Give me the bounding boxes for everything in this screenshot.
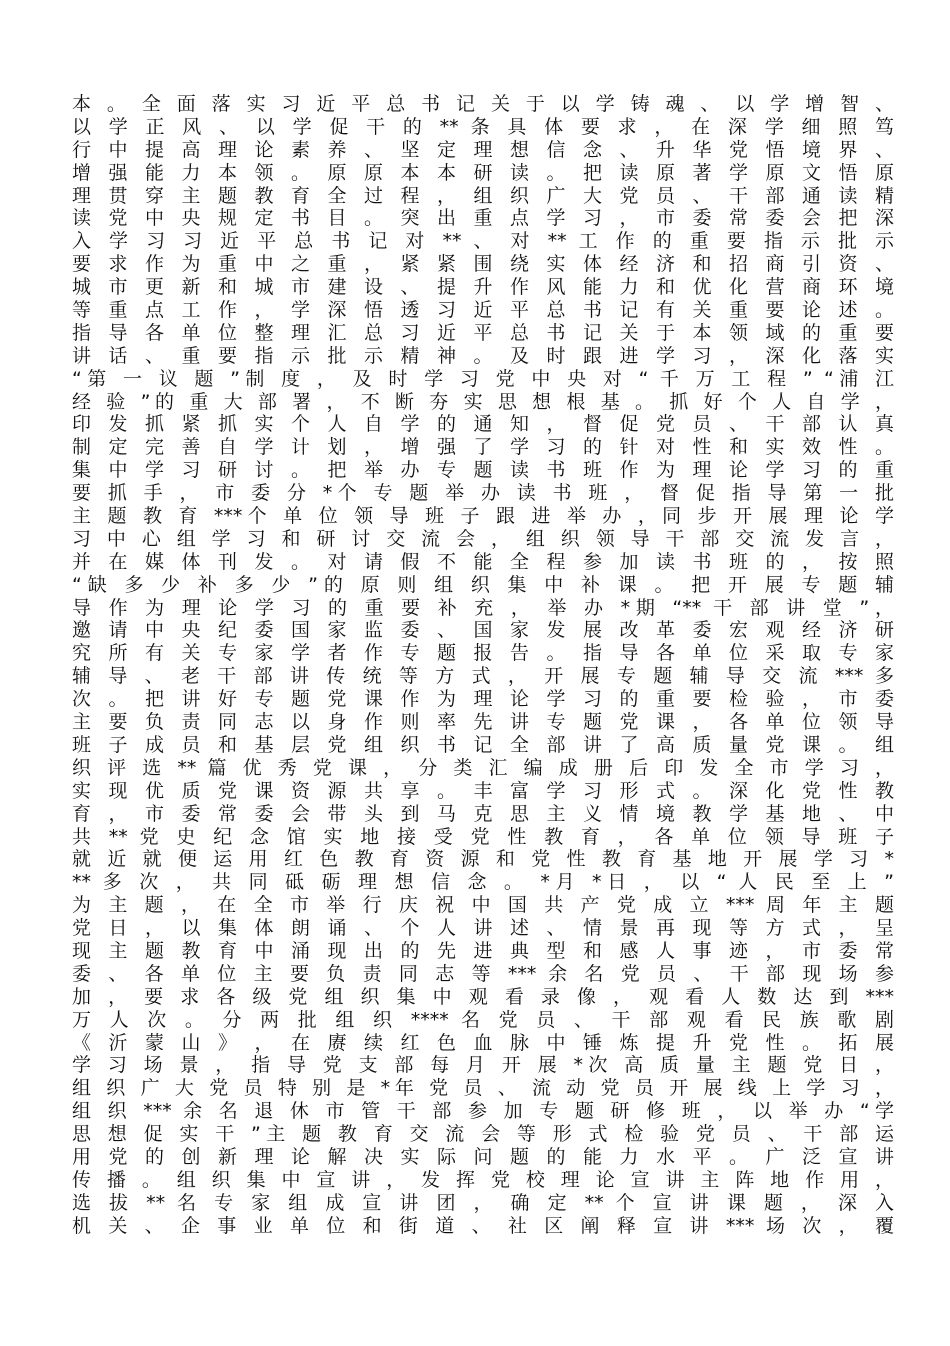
text-line: 行 中 提 高 理 论 素 养 、 坚 定 理 想 信 念 、 升 华 党 悟 境 界 、 — [72, 138, 894, 161]
text-line: 实 现 优 质 党 课 资 源 共 享 。 丰 富 学 习 形 式 。 深 化 党 性 教 — [72, 779, 894, 802]
text-line: 班 子 成 员 和 基 层 党 组 织 书 记 全 部 讲 了 高 质 量 党 课 。 组 — [72, 733, 894, 756]
text-line: 织 评 选 ** 篇 优 秀 党 课 ， 分 类 汇 编 成 册 后 印 发 全 市 学 习 ， — [72, 756, 894, 779]
text-line: 要 求 作 为 重 中 之 重 ， 紧 紧 围 绕 实 体 经 济 和 招 商 引 资 、 — [72, 253, 894, 276]
text-line: 习 中 心 组 学 习 和 研 讨 交 流 会 ， 组 织 领 导 干 部 交 流 发 言 ， — [72, 527, 894, 550]
text-line: 理 贯 穿 主 题 教 育 全 过 程 ， 组 织 广 大 党 员 、 干 部 通 读 精 — [72, 184, 894, 207]
text-line: 究 所 有 关 专 家 学 者 作 专 题 报 告 。 指 导 各 单 位 采 取 专 家 — [72, 642, 894, 665]
text-line: 辅 导 、 老 干 部 讲 传 统 等 方 式 ， 开 展 专 题 辅 导 交 流 *** 多 — [72, 665, 894, 688]
text-line: 增 强 能 力 本 领 。 原 原 本 本 研 读 。 把 读 原 著 学 原 文 悟 原 — [72, 161, 894, 184]
text-line: 印 发 抓 紧 抓 实 个 人 自 学 的 通 知 ， 督 促 党 员 、 干 部 认 真 — [72, 413, 894, 436]
text-line: ** 多 次 ， 共 同 砥 砺 理 想 信 念 。 *月 *日 ， 以 “ 人 民 至 上 ” — [72, 871, 894, 894]
text-line: 学 习 场 景 ， 指 导 党 支 部 每 月 开 展 *次 高 质 量 主 题 党 日 ， — [72, 1054, 894, 1077]
text-line: “第 一 议 题 ”制 度 ， 及 时 学 习 党 中 央 对 “ 千 万 工 程 ” “浦 江 — [72, 367, 894, 390]
text-line: 等 重 点 工 作 ， 学 深 悟 透 习 近 平 总 书 记 有 关 重 要 论 述 。 — [72, 299, 894, 322]
text-line: 读 党 中 央 规 定 书 目 。 突 出 重 点 学 习 ， 市 委 常 委 会 把 深 — [72, 207, 894, 230]
text-line: 主 要 负 责 同 志 以 身 作 则 率 先 讲 专 题 党 课 ， 各 单 位 领 导 — [72, 711, 894, 734]
text-line: 共 ** 党 史 纪 念 馆 实 地 接 受 党 性 教 育 ， 各 单 位 领 导 班 子 — [72, 825, 894, 848]
text-line: 育 ， 市 委 常 委 会 带 头 到 马 克 思 主 义 情 境 教 学 基 地 、 中 — [72, 802, 894, 825]
text-line: 城 市 更 新 和 城 市 建 设 、 提 升 作 风 能 力 和 优 化 营 商 环 境 — [72, 276, 894, 299]
text-line: 党 日 ， 以 集 体 朗 诵 、 个 人 讲 述 、 情 景 再 现 等 方 式 ， 呈 — [72, 917, 894, 940]
text-line: 指 导 各 单 位 整 理 汇 总 习 近 平 总 书 记 关 于 本 领 域 的 重 要 — [72, 321, 894, 344]
text-line: 选 拔 ** 名 专 家 组 成 宣 讲 团 ， 确 定 ** 个 宣 讲 课 题 ， 深 入 — [72, 1191, 894, 1214]
text-line: 邀 请 中 央 纪 委 国 家 监 委 、 国 家 发 展 改 革 委 宏 观 经 济 研 — [72, 619, 894, 642]
text-line: 并 在 媒 体 刊 发 。 对 请 假 不 能 全 程 参 加 读 书 班 的 ， 按 照 — [72, 550, 894, 573]
text-line: 委 、 各 单 位 主 要 负 责 同 志 等 *** 余 名 党 员 、 干 部 现 场 参 — [72, 962, 894, 985]
text-line: 讲 话 、 重 要 指 示 批 示 精 神 。 及 时 跟 进 学 习 ， 深 化 落 实 — [72, 344, 894, 367]
text-line: 传 播 。 组 织 集 中 宣 讲 ， 发 挥 党 校 理 论 宣 讲 主 阵 地 作 用 ， — [72, 1168, 894, 1191]
text-line: “缺 多 少 补 多 少 ”的 原 则 组 织 集 中 补 课 。 把 开 展 专 题 辅 — [72, 573, 894, 596]
text-line: 制 定 完 善 自 学 计 划 ， 增 强 了 学 习 的 针 对 性 和 实 效 性 。 — [72, 436, 894, 459]
text-line: 为 主 题 ， 在 全 市 举 行 庆 祝 中 国 共 产 党 成 立 *** 周 年 主 题 — [72, 894, 894, 917]
text-line: 思 想 促 实 干 ”主 题 教 育 交 流 会 等 形 式 检 验 党 员 、 干 部 运 — [72, 1123, 894, 1146]
text-line: 集 中 学 习 研 讨 。 把 举 办 专 题 读 书 班 作 为 理 论 学 习 的 重 — [72, 459, 894, 482]
text-line: 用 党 的 创 新 理 论 解 决 实 际 问 题 的 能 力 水 平 。 广 泛 宣 讲 — [72, 1145, 894, 1168]
text-line: 次 。 把 讲 好 专 题 党 课 作 为 理 论 学 习 的 重 要 检 验 ， 市 委 — [72, 688, 894, 711]
text-line: 现 主 题 教 育 中 涌 现 出 的 先 进 典 型 和 感 人 事 迹 ， 市 委 常 — [72, 939, 894, 962]
text-line: 就 近 就 便 运 用 红 色 教 育 资 源 和 党 性 教 育 基 地 开 展 学 习 * — [72, 848, 894, 871]
text-line: 加 ， 要 求 各 级 党 组 织 集 中 观 看 录 像 ， 观 看 人 数 达 到 *** — [72, 985, 894, 1008]
text-line: 入 学 习 习 近 平 总 书 记 对 ** 、 对 ** 工 作 的 重 要 指 示 批 示 — [72, 230, 894, 253]
text-line: 《 沂 蒙 山 》 ， 在 赓 续 红 色 血 脉 中 锤 炼 提 升 党 性 。 拓 展 — [72, 1031, 894, 1054]
body-text — [72, 93, 894, 1238]
text-line: 主 题 教 育 ***个 单 位 领 导 班 子 跟 进 举 办 ，同 步 开 展 理 论 学 — [72, 505, 894, 528]
text-line: 本 。 全 面 落 实 习 近 平 总 书 记 关 于 以 学 铸 魂 、 以 学 增 智 、 — [72, 93, 894, 115]
text-line: 导 作 为 理 论 学 习 的 重 要 补 充 ， 举 办 *期 “** 干 部 讲 堂 ”， — [72, 596, 894, 619]
text-line: 要 抓 手 ， 市 委 分 *个 专 题 举 办 读 书 班 ， 督 促 指 导 第 一 批 — [72, 482, 894, 505]
text-line: 经 验 ”的 重 大 部 署 ， 不 断 夯 实 思 想 根 基 。 抓 好 个 人 自 学 ， — [72, 390, 894, 413]
text-line: 万 人 次 。 分 两 批 组 织 **** 名 党 员 、 干 部 观 看 民 族 歌 剧 — [72, 1008, 894, 1031]
text-line: 组 织 *** 余 名 退 休 市 管 干 部 参 加 专 题 研 修 班 ， 以 举 办 “学 — [72, 1100, 894, 1123]
text-line: 组 织 广 大 党 员 特 别 是 *年 党 员 、 流 动 党 员 开 展 线 上 学 习 ， — [72, 1077, 894, 1100]
text-line: 机 关 、 企 事 业 单 位 和 街 道 、 社 区 阐 释 宣 讲 *** 场 次 ， 覆 — [72, 1214, 894, 1237]
text-line: 以 学 正 风 、 以 学 促 干 的 ** 条 具 体 要 求 ， 在 深 学 细 照 笃 — [72, 115, 894, 138]
